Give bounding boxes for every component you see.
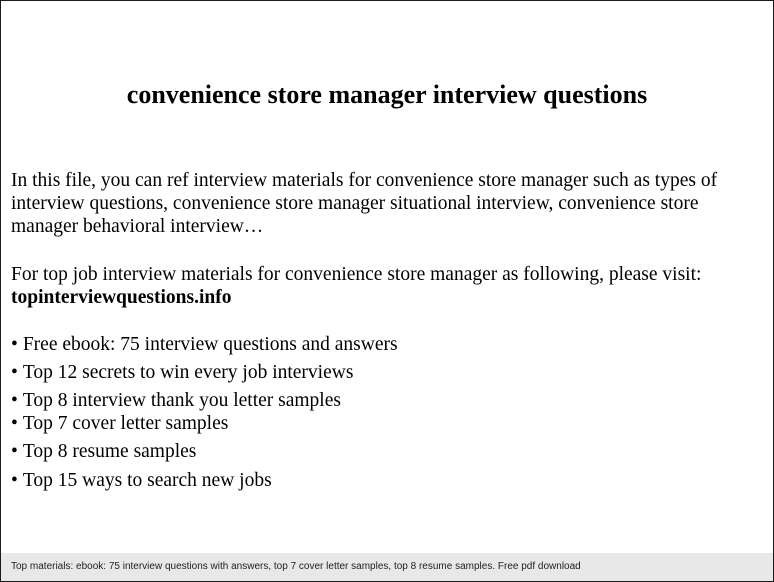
bullet-icon: •: [11, 334, 18, 355]
list-item: [11, 389, 341, 412]
list-item: [11, 412, 228, 435]
list-item: [11, 440, 196, 463]
website-link[interactable]: topinterviewquestions.info: [11, 287, 232, 308]
footer-text: Top materials: ebook: 75 interview questions with answers, top 7 cover letter samples, top 8 resume samples. Free pdf download: [11, 561, 581, 572]
list-item: [11, 469, 272, 492]
footer-bar: [1, 553, 773, 581]
visit-prefix: For top job interview materials for convenience store manager as following, please visit:: [11, 264, 702, 285]
intro-paragraph: In this file, you can ref interview materials for convenience store manager such as types of interview questions, convenience store manager situational interview, convenience store manager behavioral interview…: [11, 170, 718, 237]
bullet-icon: •: [11, 390, 18, 411]
list-item-text: Top 12 secrets to win every job interviews: [22, 362, 354, 383]
list-item-text: Top 7 cover letter samples: [22, 413, 229, 434]
list-item-text: Top 8 resume samples: [22, 441, 197, 462]
slide-title: convenience store manager interview questions: [126, 80, 648, 109]
bullet-icon: •: [11, 413, 18, 434]
list-item: [11, 361, 353, 384]
bullet-icon: •: [11, 362, 18, 383]
bullet-icon: •: [11, 441, 18, 462]
visit-paragraph: [11, 263, 767, 309]
list-item-text: Top 15 ways to search new jobs: [22, 470, 272, 491]
bullet-icon: •: [11, 470, 18, 491]
list-item-text: Top 8 interview thank you letter samples: [22, 390, 341, 411]
list-item: [11, 333, 398, 356]
list-item-text: Free ebook: 75 interview questions and answers: [22, 334, 398, 355]
